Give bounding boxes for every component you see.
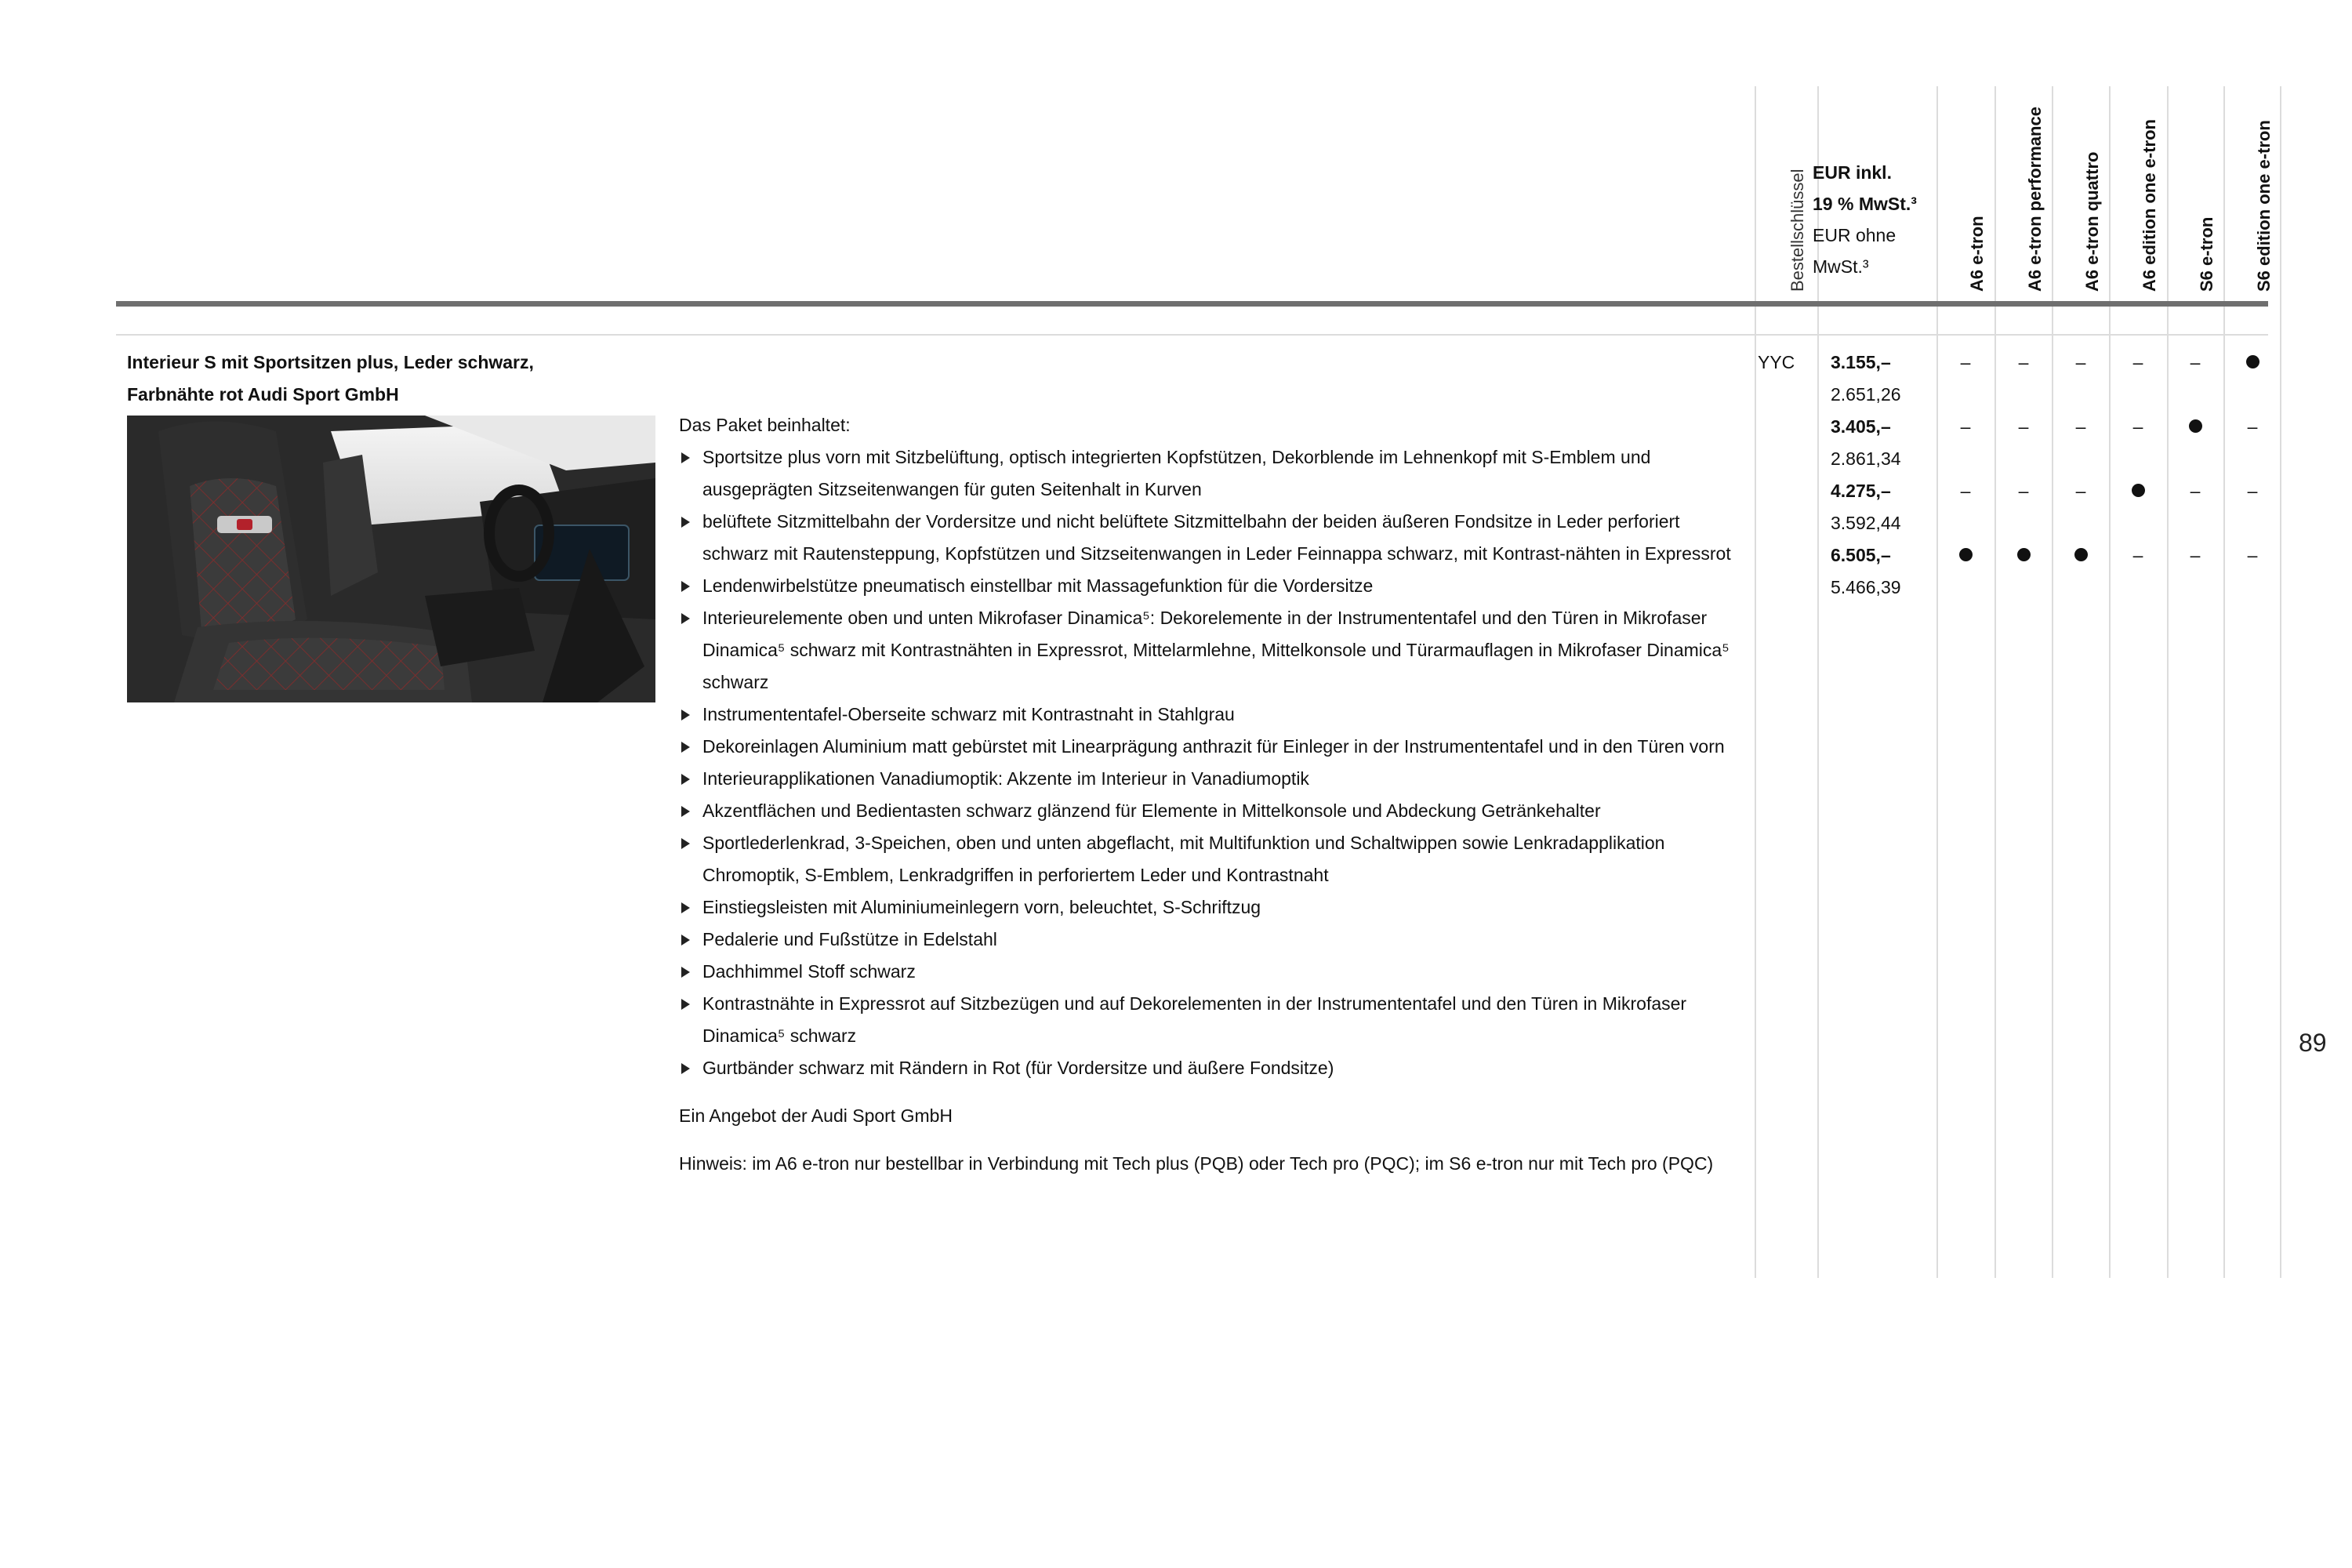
list-item: Sportlederlenkrad, 3-Speichen, oben und unten abgeflacht, mit Multifunktion und Schaltwippen sowie Lenkradapplikation Chromoptik, S-Emblem, Lenkradgriffen in perforiertem Leder und Kontrastnaht <box>679 827 1737 891</box>
header-order-key: Bestellschlüssel <box>1788 169 1807 292</box>
price-gross: 3.405,– <box>1831 416 1891 437</box>
price-net: 3.592,44 <box>1831 513 1901 533</box>
standard-dot-icon <box>1950 539 1981 572</box>
not-available-dash: – <box>2190 545 2201 565</box>
column-divider <box>2109 86 2111 1278</box>
package-intro: Das Paket beinhaltet: <box>679 415 851 435</box>
price-gross: 4.275,– <box>1831 481 1891 501</box>
not-available-dash: – <box>2132 352 2143 372</box>
standard-dot-icon <box>2180 411 2211 443</box>
availability-row <box>0 539 2352 572</box>
header-rule <box>116 301 2268 307</box>
header-model-s6-edition-one: S6 edition one e-tron <box>2254 120 2274 292</box>
price-gross: 3.155,– <box>1831 352 1891 372</box>
package-description <box>679 409 1737 1180</box>
price-gross: 6.505,– <box>1831 545 1891 565</box>
not-available-dash: – <box>2018 416 2029 437</box>
dot-icon <box>2246 355 2259 368</box>
not-available-dash: – <box>2247 416 2258 437</box>
not-available-dash: – <box>2075 416 2086 437</box>
header-price <box>1813 157 1930 282</box>
list-item: Interieurelemente oben und unten Mikrofaser Dinamica⁵: Dekorelemente in der Instrumententafel und den Türen in Mikrofaser Dinamica⁵ schwarz mit Kontrastnähten in Expressrot, Mittelarmlehne, Mittelkonsole und Türarmauflagen in Mikrofaser Dinamica⁵ schwarz <box>679 602 1737 699</box>
not-available-dash: – <box>2132 545 2143 565</box>
header-price-line: 19 % MwSt.³ <box>1813 194 1917 214</box>
list-item: Kontrastnähte in Expressrot auf Sitzbezügen und auf Dekorelementen in der Instrumententafel und den Türen in Mikrofaser Dinamica⁵ schwarz <box>679 988 1737 1052</box>
column-divider <box>2052 86 2053 1278</box>
header-price-line: MwSt.³ <box>1813 256 1869 277</box>
not-available-dash: – <box>2190 481 2201 501</box>
standard-dot-icon <box>2237 347 2268 379</box>
list-item: belüftete Sitzmittelbahn der Vordersitze und nicht belüftete Sitzmittelbahn der beiden äußeren Fondsitze in Leder perforiert schwarz mit Rautensteppung, Kopfstützen und Sitzseitenwangen in Leder Feinnappa schwarz, mit Kontrast-nähten in Expressrot <box>679 506 1737 570</box>
column-divider <box>2280 86 2281 1278</box>
item-title-line: Interieur S mit Sportsitzen plus, Leder schwarz, <box>127 352 534 372</box>
availability-row <box>0 347 2352 379</box>
list-item: Interieurapplikationen Vanadiumoptik: Akzente im Interieur in Vanadiumoptik <box>679 763 1737 795</box>
hint-note: Hinweis: im A6 e-tron nur bestellbar in Verbindung mit Tech plus (PQB) oder Tech pro (PQC); im S6 e-tron nur mit Tech pro (PQC) <box>679 1153 1714 1174</box>
list-item: Einstiegsleisten mit Aluminiumeinlegern vorn, beleuchtet, S-Schriftzug <box>679 891 1737 924</box>
standard-dot-icon <box>2008 539 2039 572</box>
header-model-a6-edition-one: A6 edition one e-tron <box>2140 119 2159 292</box>
dot-icon <box>2132 484 2145 497</box>
not-available-dash: – <box>2075 352 2086 372</box>
item-title-line: Farbnähte rot Audi Sport GmbH <box>127 384 399 405</box>
not-available-dash: – <box>2018 481 2029 501</box>
header-model-s6-e-tron: S6 e-tron <box>2197 216 2216 292</box>
list-item: Instrumententafel-Oberseite schwarz mit Kontrastnaht in Stahlgrau <box>679 699 1737 731</box>
package-contents-list <box>679 441 1737 1084</box>
list-item: Gurtbänder schwarz mit Rändern in Rot (für Vordersitze und äußere Fondsitze) <box>679 1052 1737 1084</box>
list-item: Akzentflächen und Bedientasten schwarz glänzend für Elemente in Mittelkonsole und Abdeckung Getränkehalter <box>679 795 1737 827</box>
header-rule-thin <box>116 334 2268 336</box>
availability-row <box>0 475 2352 507</box>
column-divider <box>2167 86 2169 1278</box>
not-available-dash: – <box>2247 545 2258 565</box>
standard-dot-icon <box>2065 539 2096 572</box>
dot-icon <box>1959 548 1973 561</box>
header-model-a6-e-tron: A6 e-tron <box>1967 216 1987 292</box>
list-item: Sportsitze plus vorn mit Sitzbelüftung, optisch integrierten Kopfstützen, Dekorblende im Lehnenkopf mit S-Emblem und ausgeprägten Sitzseitenwangen für guten Seitenhalt in Kurven <box>679 441 1737 506</box>
column-divider <box>1936 86 1938 1278</box>
order-code: YYC <box>1758 352 1795 372</box>
list-item: Dekoreinlagen Aluminium matt gebürstet mit Linearprägung anthrazit für Einleger in der Instrumententafel und in den Türen vorn <box>679 731 1737 763</box>
header-price-line: EUR inkl. <box>1813 162 1892 183</box>
dot-icon <box>2189 419 2202 433</box>
column-divider <box>1755 86 1756 1278</box>
not-available-dash: – <box>2247 481 2258 501</box>
not-available-dash: – <box>2132 416 2143 437</box>
header-model-a6-e-tron-performance: A6 e-tron performance <box>2025 107 2045 292</box>
dot-icon <box>2017 548 2031 561</box>
offer-note: Ein Angebot der Audi Sport GmbH <box>679 1105 953 1126</box>
header-model-a6-e-tron-quattro: A6 e-tron quattro <box>2082 151 2102 292</box>
standard-dot-icon <box>2122 475 2154 507</box>
availability-row <box>0 411 2352 443</box>
dot-icon <box>2074 548 2088 561</box>
not-available-dash: – <box>1960 416 1971 437</box>
price-net: 5.466,39 <box>1831 577 1901 597</box>
list-item: Lendenwirbelstütze pneumatisch einstellbar mit Massagefunktion für die Vordersitze <box>679 570 1737 602</box>
not-available-dash: – <box>2018 352 2029 372</box>
list-item: Dachhimmel Stoff schwarz <box>679 956 1737 988</box>
not-available-dash: – <box>1960 481 1971 501</box>
column-divider <box>1994 86 1996 1278</box>
price-net: 2.861,34 <box>1831 448 1901 469</box>
header-price-line: EUR ohne <box>1813 225 1896 245</box>
not-available-dash: – <box>2190 352 2201 372</box>
list-item: Pedalerie und Fußstütze in Edelstahl <box>679 924 1737 956</box>
not-available-dash: – <box>2075 481 2086 501</box>
price-net: 2.651,26 <box>1831 384 1901 405</box>
column-divider <box>2223 86 2225 1278</box>
not-available-dash: – <box>1960 352 1971 372</box>
page-number: 89 <box>2299 1029 2327 1057</box>
